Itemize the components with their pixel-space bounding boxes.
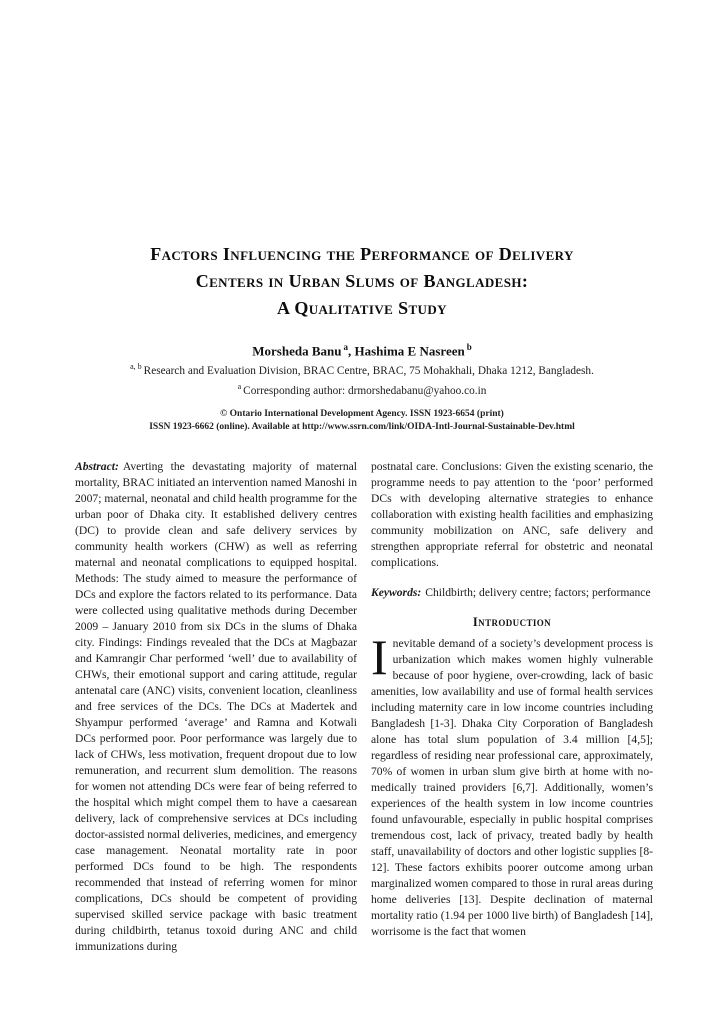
paper-title-line-3: A Qualitative Study xyxy=(277,298,447,318)
paper-title-line-1: Factors Influencing the Performance of Delivery xyxy=(150,244,574,264)
corresponding-mark: a xyxy=(237,382,242,392)
corresponding-text: Corresponding author: drmorshedabanu@yahoo.co.in xyxy=(243,384,487,397)
introduction-paragraph xyxy=(371,628,653,940)
introduction-text: nevitable demand of a society’s development process is urbanization which makes women highly vulnerable because of poor hygiene, over-crowding, lack of basic amenities, low availability and use of formal health services including maternity care in low income countries including Bangladesh [1-3]. Dhaka City Corporation of Bangladesh alone has total slum population of 3.4 million [4,5]; regardless of residing near professional care, approximately, 70% of women in urban slum give birth at home with no-medically trained providers [6,7]. Additionally, women’s experiences of the health system in low income countries found unfavourable, especially in public hospital comprises tremendous cost, lack of privacy, treated badly by health staff, unavailability of doctors and other logistic supplies [8-12]. These factors exhibits poorer outcome among urban marginalized women compared to those in rural areas during home deliveries [13]. Despite declination of maternal mortality ratio (1.94 per 1000 live birth) of Bangladesh [14], worrisome is the fact that women xyxy=(371,636,653,938)
author-2-affiliation-mark: b xyxy=(466,342,472,352)
two-column-body xyxy=(0,459,724,955)
affiliation-marks: a, b xyxy=(130,362,142,372)
paper-title-line-2: Centers in Urban Slums of Bangladesh: xyxy=(195,271,529,291)
abstract-paragraph xyxy=(75,459,357,955)
imprint-line-1: © Ontario International Development Agency. ISSN 1923-6654 (print) xyxy=(220,408,504,419)
abstract-label: Abstract: xyxy=(75,459,119,473)
keywords-paragraph xyxy=(371,585,653,601)
abstract-text-col1: Averting the devastating majority of maternal mortality, BRAC initiated an intervention named Manoshi in 2007; maternal, neonatal and child health programme for the urban poor of Dhaka city. It established delivery centres (DC) to provide clean and safe delivery services by community health workers (CHW) as well as referring maternal and neonatal complications to equipped hospital. Methods: The study aimed to measure the performance of DCs and explore the factors related to its performance. Data were collected using qualitative methods during December 2009 – January 2010 from six DCs in the slums of Dhaka city. Findings: Findings revealed that the DCs at Magbazar and Kamrangir Char performed ‘well’ due to availability of CHWs, their emotional support and caring attitude, regular antenatal care (ANC) visits, convenient location, cleanliness and free services of the DCs. The DCs at Madertek and Shyampur performed ‘average’ and Ramna and Kotwali DCs performed poor. Poor performance was largely due to lack of CHWs, less motivation, frequent dropout due to low remuneration, and recurrent slum demolition. The reasons for women not attending DCs were fear of being referred to the hospital which might compel them to have a caesarean delivery, lack of comprehensive services at DCs including doctor-assisted normal deliveries, medicines, and emergency case management. Neonatal mortality rate in poor performed DCs found to be high. The respondents recommended that instead of referring women for minor complications, DCs should be competent of providing supervised skilled service package with basic treatment during childbirth, tetanus toxoid during ANC and child immunizations during xyxy=(75,459,357,953)
authors-line xyxy=(0,339,724,359)
affiliation-text: Research and Evaluation Division, BRAC Centre, BRAC, 75 Mohakhali, Dhaka 1212, Bangladesh. xyxy=(143,365,594,378)
introduction-dropcap: I xyxy=(371,628,388,685)
authors-separator: , xyxy=(347,343,355,359)
corresponding-author-line xyxy=(0,379,724,399)
author-1-affiliation-mark: a xyxy=(343,342,348,352)
imprint-line-2: ISSN 1923-6662 (online). Available at http://www.ssrn.com/link/OIDA-Intl-Journal-Sustainable-Dev.html xyxy=(149,421,575,432)
imprint-block xyxy=(0,408,724,434)
right-column xyxy=(371,459,653,955)
author-2-name: Hashima E Nasreen xyxy=(354,343,465,359)
paper-title-block xyxy=(0,0,724,322)
keywords-label: Keywords: xyxy=(371,585,422,599)
affiliation-line xyxy=(0,359,724,379)
left-column xyxy=(75,459,357,955)
abstract-continuation-paragraph: postnatal care. Conclusions: Given the existing scenario, the programme needs to pay attention to the ‘poor’ performed DCs with developing alternative strategies to enhance collaboration with existing health facilities and emphasizing community mobilization on ANC, safe delivery and strengthen appropriate referral for obstetric and neonatal complications. xyxy=(371,459,653,569)
keywords-text: Childbirth; delivery centre; factors; performance xyxy=(425,585,651,599)
introduction-heading: Introduction xyxy=(472,614,552,629)
author-1-name: Morsheda Banu xyxy=(252,343,342,359)
